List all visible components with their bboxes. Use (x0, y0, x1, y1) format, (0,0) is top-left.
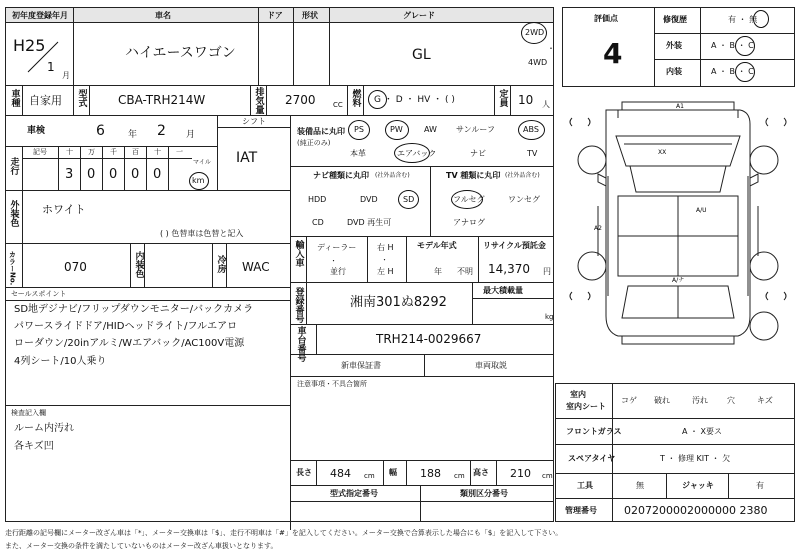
reg-month: 1 (47, 60, 55, 74)
displacement-label: 排気量 (253, 87, 264, 114)
use-label: 車種 (9, 89, 20, 107)
digit-divider (146, 146, 147, 190)
interior-color-label: 内装色 (133, 251, 144, 278)
max-load-unit: kg (545, 313, 554, 321)
color-value: ホワイト (42, 203, 86, 216)
color-no-label: カラーNo. (8, 251, 17, 286)
exterior-label: 外装 (666, 41, 682, 50)
mark-a2: A2 (594, 225, 602, 232)
sheet-scratch: キズ (757, 396, 773, 405)
mileage-digit: 3 (65, 167, 74, 182)
tv-label: TV 種類に丸印 (446, 171, 501, 180)
interior-grades: A ・ B ・ C (711, 67, 754, 76)
recycle-unit: 円 (543, 267, 551, 276)
registration-label: 登録番号 (293, 287, 304, 323)
management-value: 0207200002000000 2380 (624, 504, 768, 517)
category-label: 類別区分番号 (460, 489, 508, 498)
grade-value: GL (412, 47, 431, 63)
chassis-label: 車台番号 (295, 326, 306, 362)
inspector-line-1: ルーム内汚れ (14, 423, 74, 434)
navi-label: ナビ種類に丸印 (313, 171, 369, 180)
model-year-unit: 年 (434, 267, 442, 276)
model-year-label: モデル年式 (417, 241, 457, 250)
recycle-value: 14,370 (488, 262, 530, 276)
equip-leather: 本革 (350, 149, 366, 158)
reg-era: H25 (13, 36, 46, 55)
import-label: 輸入車 (293, 240, 304, 267)
inspection-year-unit: 年 (128, 130, 138, 140)
equip-tv: TV (527, 149, 538, 158)
type-cert-label: 型式指定番号 (330, 489, 378, 498)
mileage-digit: 0 (131, 167, 140, 182)
length-label: 長さ (296, 468, 312, 477)
navi-cd: CD (312, 218, 324, 227)
height-unit: cm (542, 472, 553, 480)
inspection-year: 6 (96, 123, 105, 139)
left-hand: 左 H (377, 267, 394, 276)
import-parallel: 並行 (330, 267, 346, 276)
grade-label: グレード (403, 11, 435, 20)
sales-line-1: SD地デジナビ/フリップダウンモニター/バックカメラ (14, 304, 254, 315)
interior-sheet-label-1: 室内 (570, 390, 586, 399)
digit-divider (168, 146, 169, 190)
ac-value: WAC (242, 260, 270, 274)
recycle-label: リサイクル預託金 (483, 241, 546, 250)
score-label: 評価点 (594, 14, 618, 23)
height-label: 高さ (473, 468, 489, 477)
capacity-unit: 人 (542, 100, 550, 109)
length-value: 484 (330, 467, 351, 480)
repair-none-circle (753, 10, 769, 28)
door-label: ドア (267, 11, 283, 20)
shape-label: 形状 (302, 11, 318, 20)
sheet-tear: 破れ (654, 396, 670, 405)
digit-divider (58, 146, 59, 190)
mileage-digit: 0 (109, 167, 118, 182)
ac-label: 冷房 (215, 255, 226, 273)
inspector-line-2: 各キズ凹 (14, 441, 54, 452)
length-unit: cm (364, 472, 375, 480)
sheet-hole: 穴 (727, 396, 735, 405)
model-label: 型式 (76, 89, 87, 107)
digit-place-label: 十 (66, 148, 73, 156)
width-label: 幅 (389, 468, 397, 477)
color-note: ( ) 色替車は色替と記入 (160, 229, 244, 238)
sales-line-3: ローダウン/20inアルミ/Wエアバック/AC100V電源 (14, 338, 245, 349)
mile-label: マイル (193, 159, 211, 166)
equip-aw: AW (424, 125, 437, 134)
km-label: km (192, 176, 205, 185)
color-label: 外装色 (8, 200, 19, 227)
interior-label: 内装 (666, 67, 682, 76)
warranty-new-car: 新車保証書 (341, 361, 381, 370)
footer-line-1: 走行距離の記号欄にメーター改ざん車は「*」、メーター交換車は「$」、走行不明車は「#」を記入してください。メーター交換で合算表示した場合にも「$」を記入して下さい。 (5, 529, 563, 537)
tv-sub: (社外品含む) (505, 172, 540, 179)
navi-sd: SD (403, 195, 415, 204)
equipment-sub: (純正のみ) (297, 139, 331, 147)
digit-divider (102, 146, 103, 190)
spare-tire-value: T ・ 修理 KIT ・ 欠 (660, 454, 731, 463)
chassis-value: TRH214-0029667 (376, 332, 482, 346)
capacity-value: 10 (518, 93, 534, 107)
equip-pw: PW (390, 125, 403, 134)
windshield-label: フロントガラス (566, 427, 622, 436)
repair-label: 修復歴 (663, 15, 687, 24)
mark-xx: XX (658, 149, 667, 156)
displacement-unit: CC (333, 101, 343, 109)
registration-value: 湘南301ぬ8292 (350, 295, 447, 310)
fuel-label: 燃料 (350, 89, 361, 107)
sheet-burn: コゲ (621, 396, 637, 405)
equip-airbag: エアバック (397, 149, 437, 158)
model-value: CBA-TRH214W (118, 93, 206, 107)
spare-tire-label: スペアタイヤ (568, 454, 616, 463)
inspection-label: 車検 (27, 126, 46, 136)
reg-slash (20, 34, 65, 79)
tools-value: 無 (636, 481, 644, 490)
import-dot: ・ (330, 257, 337, 265)
color-no-value: 070 (64, 260, 87, 274)
score-value: 4 (603, 37, 623, 70)
fuel-options: G ・ D ・ HV ・ ( ) (374, 95, 455, 105)
interior-sheet-label: 室内シート (566, 402, 606, 411)
tv-analog: アナログ (453, 218, 485, 227)
digit-place-label: 百 (132, 148, 139, 156)
exterior-b-circle (735, 36, 755, 56)
mileage-digit: 0 (87, 167, 96, 182)
right-hand: 右 H (377, 243, 394, 252)
equip-abs: ABS (523, 125, 539, 134)
max-load-label: 最大積載量 (483, 286, 523, 295)
hand-dot: ・ (381, 256, 388, 264)
exterior-grades: A ・ B ・ C (711, 41, 754, 50)
mileage-label: 走行 (8, 157, 19, 175)
mileage-symbol-label: 記号 (33, 148, 47, 156)
car-damage-diagram (558, 96, 798, 380)
repair-options: 有 ・ 無 (728, 15, 758, 24)
reg-month-unit: 月 (62, 71, 70, 80)
drive-2wd: 2WD (525, 28, 545, 37)
mark-a-b: A/ナ (672, 277, 685, 284)
mark-a-u: A/U (696, 207, 707, 214)
footer-line-2: また、メーター交換の条件を満たしていないものはメーター改ざん車扱いとなります。 (5, 542, 278, 550)
first-reg-label: 初年度登録年月 (12, 11, 68, 20)
capacity-label: 定員 (497, 89, 508, 107)
width-unit: cm (454, 472, 465, 480)
navi-dvd: DVD (360, 195, 378, 204)
digit-place-label: 一 (176, 148, 183, 156)
car-name-label: 車名 (155, 11, 171, 20)
navi-sub: (社外品含む) (375, 172, 410, 179)
equip-navi: ナビ (470, 149, 486, 158)
import-dealer: ディーラー (317, 243, 357, 252)
tv-fullseg: フルセグ (453, 195, 485, 204)
digit-divider (80, 146, 81, 190)
jack-label: ジャッキ (682, 481, 714, 490)
shift-label: シフト (242, 117, 266, 126)
digit-place-label: 万 (88, 148, 95, 156)
navi-dvd-play: DVD 再生可 (347, 218, 392, 227)
equip-ps: PS (354, 125, 364, 134)
width-value: 188 (420, 467, 441, 480)
sheet-stain: 汚れ (692, 396, 708, 405)
model-year-unknown: 不明 (457, 267, 473, 276)
drive-4wd: 4WD (528, 58, 548, 67)
digit-place-label: 千 (110, 148, 117, 156)
interior-b-circle (735, 62, 755, 82)
warranty-manual: 車両取説 (475, 361, 507, 370)
notes-label: 注意事項・不具合箇所 (297, 380, 367, 388)
drive-dot: ・ (547, 44, 555, 53)
digit-place-label: 十 (154, 148, 161, 156)
jack-value: 有 (756, 481, 764, 490)
car-name-value: ハイエースワゴン (125, 45, 236, 61)
digit-divider (124, 146, 125, 190)
sales-points-label: セールスポイント (11, 290, 67, 298)
equipment-label: 装備品に丸印 (297, 127, 345, 136)
windshield-value: A ・ X要ス (682, 427, 723, 436)
inspection-month: 2 (157, 123, 166, 139)
shift-value: IAT (236, 150, 258, 166)
mileage-digit: 0 (153, 167, 162, 182)
navi-hdd: HDD (308, 195, 327, 204)
sales-line-2: パワースライドドア/HIDヘッドライト/フルエアロ (14, 321, 238, 332)
mark-a1: A1 (676, 103, 684, 110)
management-label: 管理番号 (565, 506, 597, 515)
inspection-month-unit: 月 (186, 130, 196, 140)
tools-label: 工具 (577, 481, 593, 490)
height-value: 210 (510, 467, 531, 480)
inspector-label: 検査記入欄 (11, 409, 46, 417)
use-value: 自家用 (29, 94, 62, 107)
sales-line-4: 4列シート/10人乗り (14, 356, 107, 367)
displacement-value: 2700 (285, 93, 316, 107)
equip-sunroof: サンルーフ (456, 125, 495, 134)
tv-oneseg: ワンセグ (508, 195, 540, 204)
